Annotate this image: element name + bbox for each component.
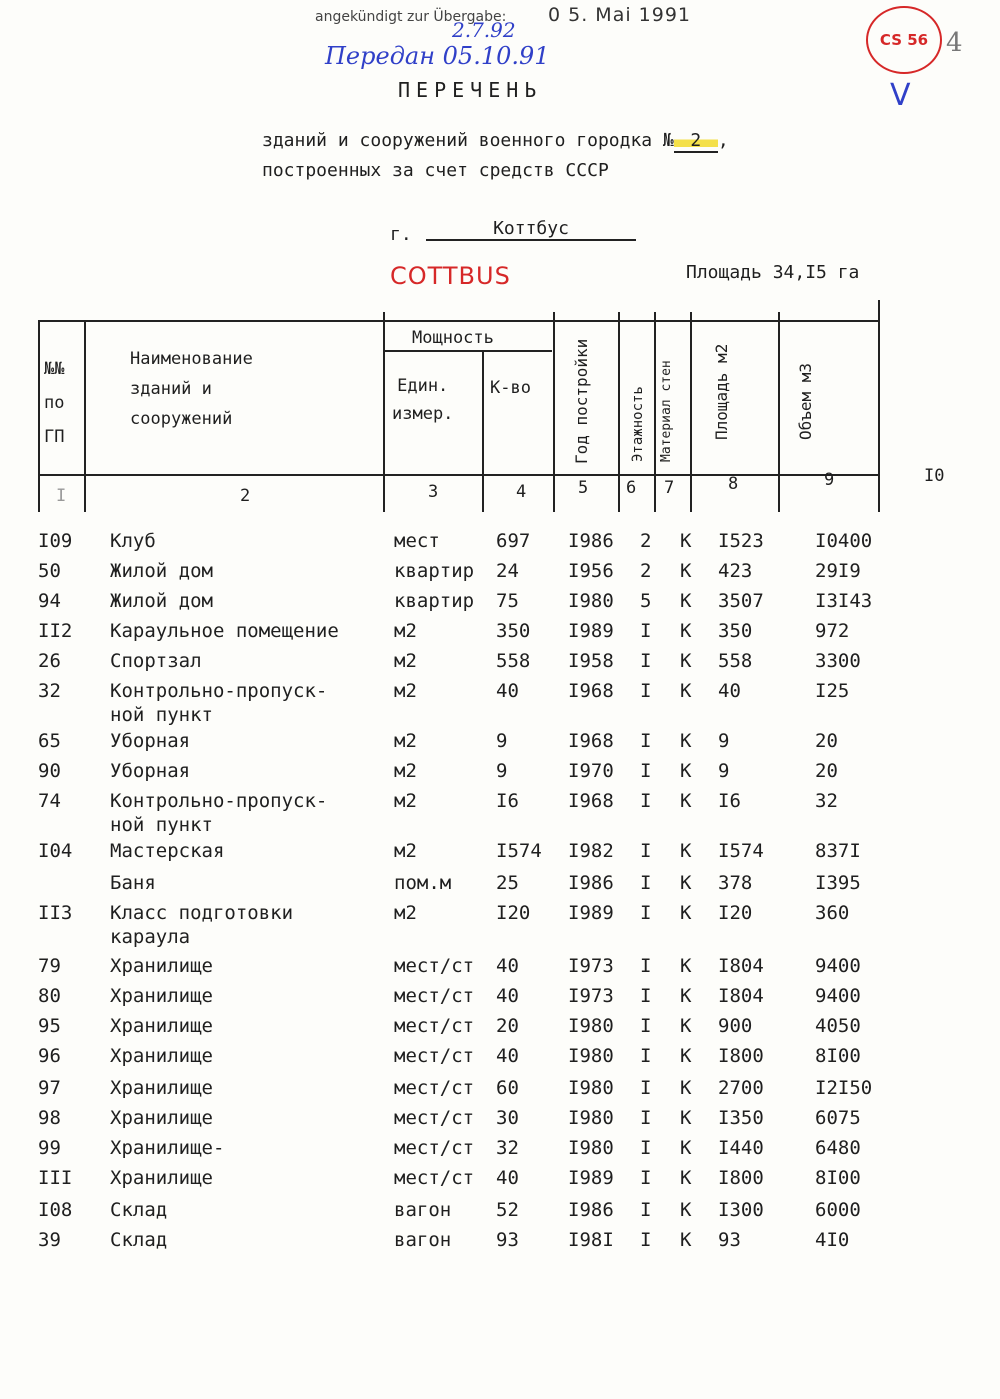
row-qty: 40 (496, 1167, 519, 1189)
row-area: I523 (718, 530, 764, 552)
row-area: 2700 (718, 1077, 764, 1099)
row-number: 97 (38, 1077, 61, 1099)
colnum-9: 9 (824, 470, 835, 490)
row-volume: 360 (815, 902, 850, 924)
col-border (690, 312, 692, 512)
row-material: К (680, 530, 692, 552)
table-row (0, 760, 1000, 790)
row-area: 40 (718, 680, 741, 702)
header-unit (392, 372, 453, 428)
row-year: I968 (568, 680, 614, 702)
row-floors: I (640, 650, 652, 672)
row-year: I989 (568, 620, 614, 642)
handwritten-date: 2.7.92 (452, 18, 516, 42)
row-floors: 5 (640, 590, 652, 612)
row-area: 350 (718, 620, 753, 642)
row-unit: мест/ст (394, 1077, 475, 1099)
row-year: I986 (568, 872, 614, 894)
subtitle-line1 (262, 130, 729, 153)
row-name: Жилой дом (110, 560, 213, 582)
row-area: 9 (718, 730, 730, 752)
row-name-continued: караула (110, 926, 191, 948)
row-name: Хранилище- (110, 1137, 225, 1159)
colnum-1: I (56, 486, 67, 506)
table-row (0, 680, 1000, 726)
row-number: 95 (38, 1015, 61, 1037)
row-name: Мастерская (110, 840, 225, 862)
row-name-continued: ной пункт (110, 814, 213, 836)
header-no-line: №№ (44, 359, 65, 379)
row-qty: 32 (496, 1137, 519, 1159)
row-qty: 75 (496, 590, 519, 612)
row-number: 98 (38, 1107, 61, 1129)
table-row (0, 1167, 1000, 1197)
row-volume: 8I00 (815, 1167, 861, 1189)
col-border (84, 320, 86, 512)
row-material: К (680, 1199, 692, 1221)
row-area: I300 (718, 1199, 764, 1221)
row-number: 94 (38, 590, 61, 612)
stamp-code: CS 56 (879, 31, 929, 49)
colnum-2: 2 (240, 486, 251, 506)
table-row (0, 730, 1000, 760)
row-qty: 93 (496, 1229, 519, 1251)
row-floors: I (640, 730, 652, 752)
header-name (130, 344, 253, 434)
row-floors: I (640, 1199, 652, 1221)
row-floors: I (640, 1107, 652, 1129)
row-qty: 40 (496, 985, 519, 1007)
row-volume: I395 (815, 872, 861, 894)
gorodok-number: 2 (674, 130, 718, 153)
row-name: Хранилище (110, 985, 213, 1007)
header-no-line: ГП (44, 427, 65, 447)
row-floors: I (640, 840, 652, 862)
row-number: 32 (38, 680, 61, 702)
row-floors: I (640, 1167, 652, 1189)
row-unit: мест/ст (394, 985, 475, 1007)
row-number: 65 (38, 730, 61, 752)
row-name: Склад (110, 1199, 168, 1221)
row-qty: 60 (496, 1077, 519, 1099)
row-volume: 9400 (815, 955, 861, 977)
row-qty: I6 (496, 790, 519, 812)
row-area: I800 (718, 1045, 764, 1067)
row-area: I20 (718, 902, 753, 924)
row-unit: мест/ст (394, 1137, 475, 1159)
row-material: К (680, 872, 692, 894)
row-floors: I (640, 902, 652, 924)
header-no-line: по (44, 393, 65, 413)
subtitle-comma: , (717, 130, 729, 151)
row-number: 74 (38, 790, 61, 812)
row-qty: 697 (496, 530, 531, 552)
row-year: I980 (568, 1045, 614, 1067)
row-volume: 837I (815, 840, 861, 862)
row-floors: I (640, 955, 652, 977)
row-volume: 29I9 (815, 560, 861, 582)
row-material: К (680, 1015, 692, 1037)
table-row (0, 590, 1000, 620)
row-area: I350 (718, 1107, 764, 1129)
row-number: 50 (38, 560, 61, 582)
row-volume: 4I0 (815, 1229, 850, 1251)
row-number: I09 (38, 530, 73, 552)
row-material: К (680, 680, 692, 702)
row-number: I08 (38, 1199, 73, 1221)
row-year: I973 (568, 955, 614, 977)
row-year: I956 (568, 560, 614, 582)
row-number: 26 (38, 650, 61, 672)
row-volume: I0400 (815, 530, 873, 552)
city-name: Коттбус (426, 218, 636, 241)
row-number: 79 (38, 955, 61, 977)
subtitle-line2: построенных за счет средств СССР (262, 160, 609, 181)
col-border (553, 312, 555, 512)
row-year: I980 (568, 1015, 614, 1037)
row-qty: 9 (496, 730, 508, 752)
row-qty: 350 (496, 620, 531, 642)
row-unit: м2 (394, 730, 417, 752)
row-volume: 20 (815, 760, 838, 782)
colnum-6: 6 (626, 478, 637, 498)
row-material: К (680, 1077, 692, 1099)
row-name: Уборная (110, 760, 191, 782)
row-unit: м2 (394, 620, 417, 642)
handwritten-handed-note: Передан 05.10.91 (325, 42, 550, 70)
row-qty: 30 (496, 1107, 519, 1129)
row-qty: I20 (496, 902, 531, 924)
table-row (0, 1137, 1000, 1167)
row-qty: 25 (496, 872, 519, 894)
table-header-rule (38, 474, 880, 476)
row-year: I968 (568, 790, 614, 812)
row-floors: I (640, 1045, 652, 1067)
row-material: К (680, 1167, 692, 1189)
header-capacity: Мощность (412, 328, 494, 348)
table-row (0, 985, 1000, 1015)
header-floors: Этажность (630, 386, 646, 462)
row-volume: I3I43 (815, 590, 873, 612)
table-row (0, 1229, 1000, 1259)
row-unit: квартир (394, 590, 475, 612)
row-volume: 4050 (815, 1015, 861, 1037)
row-area: 9 (718, 760, 730, 782)
row-number: 39 (38, 1229, 61, 1251)
row-volume: 6000 (815, 1199, 861, 1221)
row-material: К (680, 1229, 692, 1251)
row-name: Клуб (110, 530, 156, 552)
row-unit: м2 (394, 650, 417, 672)
row-number: II3 (38, 902, 73, 924)
row-name: Класс подготовки (110, 902, 294, 924)
row-material: К (680, 1045, 692, 1067)
row-volume: I25 (815, 680, 850, 702)
row-volume: 8I00 (815, 1045, 861, 1067)
col-border (878, 300, 880, 512)
table-row (0, 650, 1000, 680)
header-qty: К-во (490, 378, 531, 398)
row-floors: I (640, 1015, 652, 1037)
row-floors: I (640, 1229, 652, 1251)
row-volume: 3300 (815, 650, 861, 672)
row-material: К (680, 1137, 692, 1159)
table-row (0, 530, 1000, 560)
row-year: I989 (568, 902, 614, 924)
row-qty: 20 (496, 1015, 519, 1037)
colnum-3: 3 (428, 482, 439, 502)
page-number: 4 (946, 28, 963, 58)
row-volume: 972 (815, 620, 850, 642)
colnum-5: 5 (578, 478, 589, 498)
transfer-stamp-date: 0 5. Mai 1991 (548, 4, 692, 26)
row-name: Баня (110, 872, 156, 894)
row-floors: I (640, 790, 652, 812)
row-name-continued: ной пункт (110, 704, 213, 726)
colnum-10: I0 (924, 466, 945, 486)
table-row (0, 1077, 1000, 1107)
row-material: К (680, 1107, 692, 1129)
header-name-line: зданий и (130, 379, 212, 399)
row-area: 423 (718, 560, 753, 582)
table-row (0, 840, 1000, 870)
row-year: I98I (568, 1229, 614, 1251)
table-row (0, 1015, 1000, 1045)
row-material: К (680, 985, 692, 1007)
row-year: I970 (568, 760, 614, 782)
header-year: Год постройки (572, 338, 591, 464)
header-area: Площадь м2 (712, 343, 731, 440)
row-unit: вагон (394, 1229, 452, 1251)
header-unit-line: измер. (392, 404, 454, 424)
row-qty: I574 (496, 840, 542, 862)
row-unit: вагон (394, 1199, 452, 1221)
row-volume: I2I50 (815, 1077, 873, 1099)
table-row (0, 1045, 1000, 1075)
row-floors: I (640, 1077, 652, 1099)
area-total: Площадь 34,I5 га (686, 262, 860, 283)
col-border (482, 350, 484, 512)
row-material: К (680, 790, 692, 812)
city-prefix: г. (390, 224, 412, 245)
row-unit: пом.м (394, 872, 452, 894)
col-border (778, 312, 780, 512)
row-name: Хранилище (110, 1077, 213, 1099)
row-floors: I (640, 985, 652, 1007)
row-area: 900 (718, 1015, 753, 1037)
row-unit: мест (394, 530, 440, 552)
row-material: К (680, 902, 692, 924)
document-title: ПЕРЕЧЕНЬ (398, 78, 543, 102)
table-row (0, 1199, 1000, 1229)
colnum-4: 4 (516, 482, 527, 502)
colnum-8: 8 (728, 474, 739, 494)
row-year: I986 (568, 530, 614, 552)
row-name: Хранилище (110, 1015, 213, 1037)
row-year: I986 (568, 1199, 614, 1221)
row-name: Контрольно-пропуск- (110, 790, 328, 812)
col-border (618, 312, 620, 512)
row-unit: квартир (394, 560, 475, 582)
row-material: К (680, 620, 692, 642)
row-unit: мест/ст (394, 1167, 475, 1189)
row-material: К (680, 730, 692, 752)
row-unit: м2 (394, 790, 417, 812)
row-unit: м2 (394, 840, 417, 862)
row-material: К (680, 560, 692, 582)
row-area: I804 (718, 955, 764, 977)
row-area: I6 (718, 790, 741, 812)
row-name: Уборная (110, 730, 191, 752)
col-border (383, 312, 385, 512)
cs-circle-stamp (866, 6, 942, 74)
header-unit-line: Един. (397, 376, 449, 396)
row-number: 99 (38, 1137, 61, 1159)
row-number: I04 (38, 840, 73, 862)
row-year: I968 (568, 730, 614, 752)
check-mark: V (890, 78, 911, 113)
row-number: 80 (38, 985, 61, 1007)
row-name: Контрольно-пропуск- (110, 680, 328, 702)
row-name: Жилой дом (110, 590, 213, 612)
row-floors: 2 (640, 560, 652, 582)
row-area: 3507 (718, 590, 764, 612)
header-no (44, 352, 64, 454)
row-year: I989 (568, 1167, 614, 1189)
table-row (0, 560, 1000, 590)
col-border (38, 320, 40, 512)
row-year: I980 (568, 1137, 614, 1159)
row-unit: мест/ст (394, 1045, 475, 1067)
row-name: Караульное помещение (110, 620, 339, 642)
header-name-line: сооружений (130, 409, 233, 429)
row-volume: 6075 (815, 1107, 861, 1129)
city-latin-handwritten: COTTBUS (390, 262, 511, 290)
row-area: I804 (718, 985, 764, 1007)
row-unit: мест/ст (394, 1107, 475, 1129)
row-name: Спортзал (110, 650, 202, 672)
table-row (0, 902, 1000, 948)
row-number: II2 (38, 620, 73, 642)
table-row (0, 620, 1000, 650)
table-top-rule (38, 320, 880, 322)
row-area: 93 (718, 1229, 741, 1251)
colnum-7: 7 (664, 478, 675, 498)
row-name: Склад (110, 1229, 168, 1251)
row-area: I800 (718, 1167, 764, 1189)
table-row (0, 872, 1000, 902)
row-qty: 40 (496, 680, 519, 702)
row-floors: I (640, 680, 652, 702)
capacity-rule (384, 350, 552, 352)
row-floors: I (640, 760, 652, 782)
row-year: I982 (568, 840, 614, 862)
row-volume: 32 (815, 790, 838, 812)
subtitle-text: зданий и сооружений военного городка № (262, 130, 674, 151)
row-material: К (680, 650, 692, 672)
col-border (654, 312, 656, 512)
transfer-stamp: angekündigt zur Übergabe: (315, 9, 507, 25)
row-qty: 40 (496, 955, 519, 977)
row-qty: 24 (496, 560, 519, 582)
row-area: I574 (718, 840, 764, 862)
row-unit: м2 (394, 680, 417, 702)
row-year: I973 (568, 985, 614, 1007)
row-number: 90 (38, 760, 61, 782)
row-material: К (680, 955, 692, 977)
row-year: I980 (568, 1077, 614, 1099)
row-floors: I (640, 1137, 652, 1159)
row-unit: м2 (394, 902, 417, 924)
row-qty: 52 (496, 1199, 519, 1221)
row-area: 378 (718, 872, 753, 894)
header-material: Материал стен (659, 360, 674, 462)
row-year: I958 (568, 650, 614, 672)
row-floors: I (640, 620, 652, 642)
row-name: Хранилище (110, 1167, 213, 1189)
header-volume: Объем м3 (796, 362, 815, 440)
row-number: III (38, 1167, 73, 1189)
row-unit: мест/ст (394, 955, 475, 977)
table-row (0, 1107, 1000, 1137)
header-name-line: Наименование (130, 349, 253, 369)
row-floors: 2 (640, 530, 652, 552)
row-qty: 558 (496, 650, 531, 672)
row-volume: 6480 (815, 1137, 861, 1159)
row-number: 96 (38, 1045, 61, 1067)
row-unit: мест/ст (394, 1015, 475, 1037)
row-area: I440 (718, 1137, 764, 1159)
row-material: К (680, 590, 692, 612)
table-row (0, 955, 1000, 985)
row-qty: 9 (496, 760, 508, 782)
row-year: I980 (568, 1107, 614, 1129)
row-name: Хранилище (110, 1107, 213, 1129)
row-qty: 40 (496, 1045, 519, 1067)
row-volume: 20 (815, 730, 838, 752)
row-volume: 9400 (815, 985, 861, 1007)
table-row (0, 790, 1000, 836)
row-year: I980 (568, 590, 614, 612)
row-name: Хранилище (110, 1045, 213, 1067)
row-area: 558 (718, 650, 753, 672)
row-floors: I (640, 872, 652, 894)
row-name: Хранилище (110, 955, 213, 977)
row-material: К (680, 760, 692, 782)
row-unit: м2 (394, 760, 417, 782)
row-material: К (680, 840, 692, 862)
